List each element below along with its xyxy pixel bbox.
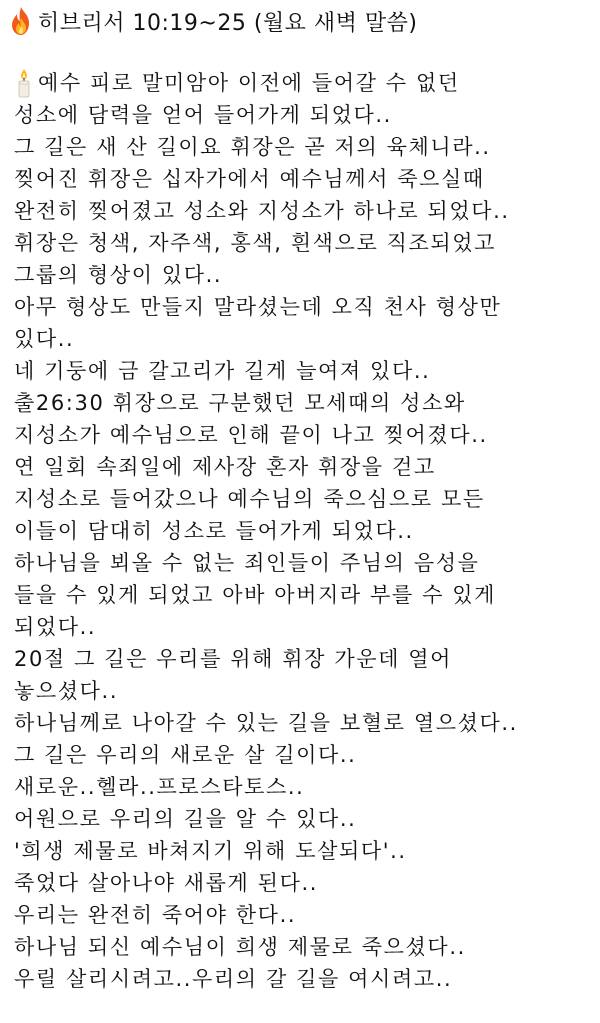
text-line-6: 휘장은 청색, 자주색, 홍색, 흰색으로 직조되었고: [14, 231, 497, 255]
text-line-27: 우리는 완전히 죽어야 한다..: [14, 903, 297, 927]
candle-icon: [14, 68, 34, 98]
text-line-26: 죽었다 살아나야 새롭게 된다..: [14, 871, 319, 895]
text-line-2: 성소에 담력을 얻어 들어가게 되었다..: [14, 103, 392, 127]
text-line-16: 하나님을 뵈올 수 없는 죄인들이 주님의 음성을: [14, 551, 480, 575]
text-line-24: 어원으로 우리의 길을 알 수 있다..: [14, 807, 357, 831]
text-line-5: 완전히 찢어졌고 성소와 지성소가 하나로 되었다..: [14, 199, 510, 223]
text-line-content: 예수 피로 말미암아 이전에 들어갈 수 없던: [38, 71, 460, 95]
text-line-22: 그 길은 우리의 새로운 살 길이다..: [14, 743, 357, 767]
text-line-4: 찢어진 휘장은 십자가에서 예수님께서 죽으실때: [14, 167, 485, 191]
text-line-14: 지성소로 들어갔으나 예수님의 죽으심으로 모든: [14, 487, 485, 511]
header: [8, 4, 418, 38]
text-line-29: 우릴 살리시려고..우리의 갈 길을 여시려고..: [14, 967, 453, 991]
fire-icon: [8, 6, 34, 36]
text-line-28: 하나님 되신 예수님이 희생 제물로 죽으셨다..: [14, 935, 466, 959]
text-line-19: 20절 그 길은 우리를 위해 휘장 가운데 열어: [14, 647, 453, 671]
text-line-23: 새로운..헬라..프로스타토스..: [14, 775, 305, 799]
text-line-20: 놓으셨다..: [14, 679, 119, 703]
text-line-11: 출26:30 휘장으로 구분했던 모세때의 성소와: [14, 391, 466, 415]
text-line-10: 네 기둥에 금 갈고리가 길게 늘여져 있다..: [14, 359, 431, 383]
text-line-1: [14, 67, 594, 99]
text-line-21: 하나님께로 나아갈 수 있는 길을 보혈로 열으셨다..: [14, 711, 518, 735]
text-line-8: 아무 형상도 만들지 말라셨는데 오직 천사 형상만: [14, 295, 502, 319]
text-line-9: 있다..: [14, 327, 75, 351]
text-line-7: 그룹의 형상이 있다..: [14, 263, 223, 287]
text-line-25: '희생 제물로 바쳐지기 위해 도살되다'..: [14, 839, 407, 863]
page-title: 히브리서 10:19~25 (월요 새벽 말씀): [38, 10, 418, 36]
text-line-18: 되었다..: [14, 615, 97, 639]
text-line-15: 이들이 담대히 성소로 들어가게 되었다..: [14, 519, 414, 543]
text-line-17: 들을 수 있게 되었고 아바 아버지라 부를 수 있게: [14, 583, 497, 607]
sermon-text: [14, 67, 594, 995]
text-line-13: 연 일회 속죄일에 제사장 혼자 휘장을 걷고: [14, 455, 436, 479]
text-line-3: 그 길은 새 산 길이요 휘장은 곧 저의 육체니라..: [14, 135, 491, 159]
text-line-12: 지성소가 예수님으로 인해 끝이 나고 찢어졌다..: [14, 423, 488, 447]
